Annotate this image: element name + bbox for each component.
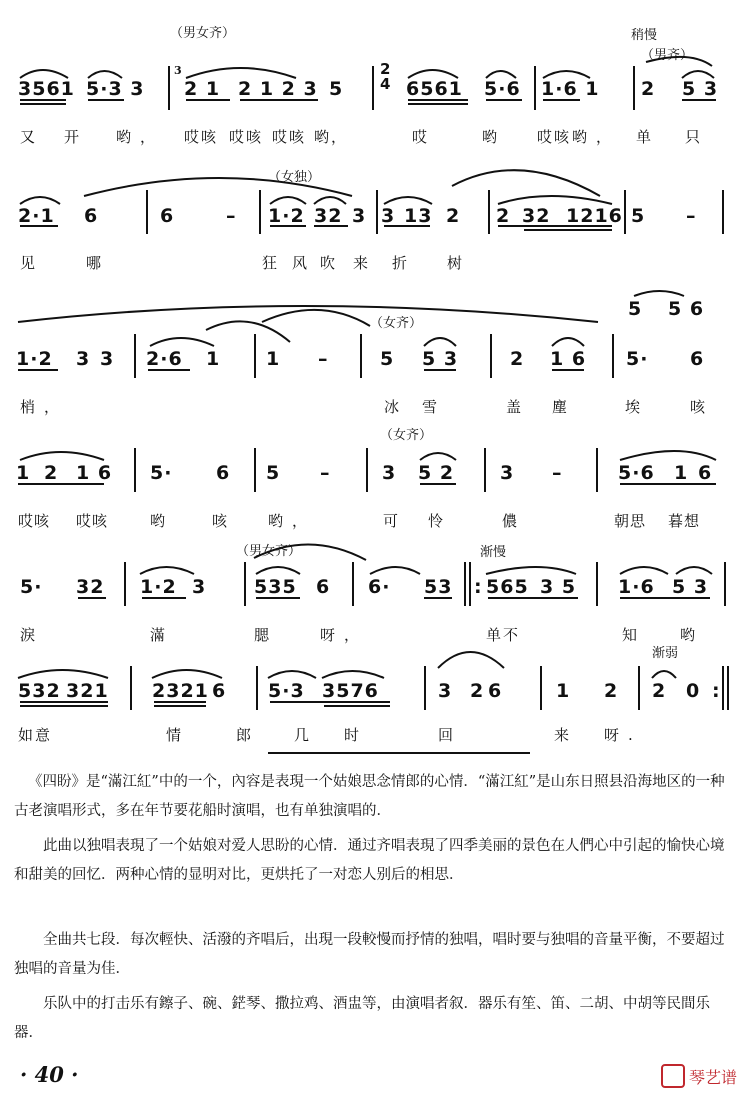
note-group: 532 [18,680,61,702]
lyric: 哟 [482,128,507,146]
lyric: 吹 [320,254,345,272]
note-group: 2 [44,462,59,484]
note-group: 1·2 [16,348,53,370]
note-group: 6 [488,680,503,702]
note-group: 5 [329,78,344,100]
lyric: 哟， [314,128,349,146]
lyric: 哎咳 [537,128,572,146]
note-group: 5 3 [682,78,719,100]
note-group: 2 1 [184,78,221,100]
lyric: 儂 [502,512,527,530]
lyric: 如意 [18,726,53,744]
lyric: 狂 [262,254,287,272]
lyric: 情 [166,726,191,744]
page-number: · 40 · [20,1062,79,1087]
lyric: 时 [344,726,369,744]
commentary-paragraph: 全曲共七段．每次輕快、活潑的齐唱后，出現一段較慢而抒情的独唱，唱时要与独唱的音量平衡，不要超过独唱的音量为佳． [14,932,725,977]
note-group: 6 [690,348,705,370]
note-group: 1 [674,462,689,484]
note-group: 6 [216,462,231,484]
note-group: 1 [16,462,31,484]
annotation-male-female: （男女齐） [170,26,236,41]
note-group: 1 6 [550,348,587,370]
note-group: 6 [316,576,331,598]
tempo-marking: 渐慢 [480,545,507,560]
lyric: 回 [438,726,463,744]
lyric: 哎咳 [184,128,219,146]
note-group: 2 [496,205,511,227]
lyric: 埃 [625,398,650,416]
note-group: 32 [522,205,551,227]
note-group: 2 [604,680,619,702]
logo-icon [661,1064,685,1088]
note-group: 5·6 [618,462,655,484]
note-group: 1 [206,348,221,370]
annotation-male: （男齐） [641,48,694,63]
lyric: 哟 [150,512,175,530]
note-group: – [318,348,329,370]
note-group: 1 [556,680,571,702]
annotation-female-group: （女齐） [370,316,423,331]
note-group: 1·6 [618,576,655,598]
note-group: – [320,462,331,484]
watermark-text: 琴艺谱 [688,1067,737,1087]
note-group: 6 [160,205,175,227]
lyric: 哟， [116,128,165,146]
lyric: 几 [294,726,319,744]
commentary-paragraph: 乐队中的打击乐有鑔子、碗、鋩琴、撒拉鸡、酒盅等，由演唱者叙．器乐有笙、笛、二胡、中胡等民間乐器． [14,996,710,1041]
lyric: 来 [554,726,579,744]
lyric: 单 [636,128,661,146]
lyric: 滿 [150,626,175,644]
lyric: 开 [64,128,89,146]
note-group: 3 [192,576,207,598]
lyric: 哟， [572,128,621,146]
lyric: 腮 [254,626,279,644]
note-group: 321 [66,680,109,702]
note-group: 1 6 [76,462,113,484]
lyric: 来 [353,254,378,272]
watermark [661,1064,737,1088]
note-group: 6· [368,576,391,598]
repeat-dots: : [474,576,483,598]
lyric: 知 [622,626,647,644]
note-group: 535 [254,576,297,598]
note-group: 3 [76,348,91,370]
note-group: 565 [486,576,529,598]
note-group: 3 [100,348,115,370]
lyric: 风 [292,254,317,272]
note-group: 2 [641,78,656,100]
note-group: 2321 [152,680,209,702]
lyric: 梢， [20,398,69,416]
note-group: 5 2 [418,462,455,484]
note-group: 2 [446,205,461,227]
tempo-marking: 稍慢 [631,28,658,43]
note-group: 3561 [18,78,75,100]
note-group: 3 [382,462,397,484]
lyric: 怜 [428,512,453,530]
annotation-male-female: （男女齐） [236,544,302,559]
lyric: 呀， [320,626,369,644]
commentary-paragraph: 此曲以独唱表現了一个姑娘对爱人思盼的心情．通过齐唱表現了四季美丽的景色在人們心中引起的愉快心境和甜美的回忆．两种心情的显明对比，更烘托了一对恋人别后的相思． [14,838,725,883]
lyric: 哎咳 [272,128,307,146]
lyric: 郎 [236,726,261,744]
lyric: 见 [20,254,45,272]
note-group: 2 [470,680,485,702]
grace-notes: 5 [628,298,643,320]
note-group: 3 [381,205,396,227]
note-group: 1·6 1 [541,78,600,100]
note-group: 13 [404,205,433,227]
note-group: 2·6 [146,348,183,370]
lyric: 咳 [690,398,715,416]
lyric: 可 [383,512,408,530]
note-group: 3 [500,462,515,484]
note-group: 5· [20,576,43,598]
note-group: 1·2 [268,205,305,227]
note-group: 2·1 [18,205,55,227]
lyric: 哟 [680,626,705,644]
annotation-female-solo: （女独） [268,170,321,185]
lyric: 单不 [486,626,521,644]
note-group: 5·6 [484,78,521,100]
grace-notes: 5 6 [668,298,705,320]
lyric: 盖 [506,398,531,416]
lyric: 雪 [422,398,447,416]
note-group: 5· [626,348,649,370]
lyric: 哎 [412,128,437,146]
lyric: 哎咳 [18,512,51,530]
note-group: 2 [652,680,667,702]
lyric: 又 [20,128,45,146]
note-group: 1·2 [140,576,177,598]
note-group: 5·3 [268,680,305,702]
note-group: 3 [438,680,453,702]
lyric: 树 [447,254,472,272]
lyric: 哪 [86,254,111,272]
note-group: 3 [352,205,367,227]
note-group: 1 [266,348,281,370]
note-group: – [226,205,237,227]
note-group: 5 3 [422,348,459,370]
lyric: 暮想 [668,512,701,530]
lyric: 淚 [20,626,45,644]
annotation-female-group: （女齐） [380,428,433,443]
lyric: 呀. [604,726,642,744]
note-group: 6 [698,462,713,484]
dynamics-marking: 渐弱 [652,646,679,661]
lyric: 只 [685,128,710,146]
note-group: 6561 [406,78,463,100]
lyric: 折 [392,254,417,272]
note-group: 2 [510,348,525,370]
note-group: 3576 [322,680,379,702]
lyric: 咳 [212,512,237,530]
note-group: 1216 [566,205,623,227]
commentary-paragraph: 《四盼》是“滿江紅”中的一个，內容是表現一个姑娘思念情郎的心情．“滿江紅”是山东日照县沿海地区的一种古老演唱形式，多在年节要花船时演唱，也有单独演唱的． [14,774,725,819]
note-group: 32 [76,576,105,598]
note-group: 0 [686,680,701,702]
note-group: 5· [150,462,173,484]
lyric: 哎咳 [76,512,109,530]
repeat-dots: : [712,680,721,702]
note-group: 53 [424,576,453,598]
note-group: 5·3 3 [86,78,145,100]
note-group: 5 [380,348,395,370]
lyric: 冰 [384,398,409,416]
note-group: 5 [266,462,281,484]
lyric: 塵 [552,398,577,416]
lyric: 哟， [268,512,317,530]
note-group: 5 3 [672,576,709,598]
note-group: 2 1 2 3 [238,78,318,100]
time-sig-small: 3 [174,64,182,77]
note-group: – [686,205,697,227]
lyric: 朝思 [614,512,647,530]
note-group: 3 5 [540,576,577,598]
note-group: 32 [314,205,343,227]
lyric: 哎咳 [229,128,264,146]
note-group: 6 [212,680,227,702]
note-group: 5 [631,205,646,227]
note-group: 6 [84,205,99,227]
note-group: – [552,462,563,484]
time-signature: 2 4 [380,60,392,93]
